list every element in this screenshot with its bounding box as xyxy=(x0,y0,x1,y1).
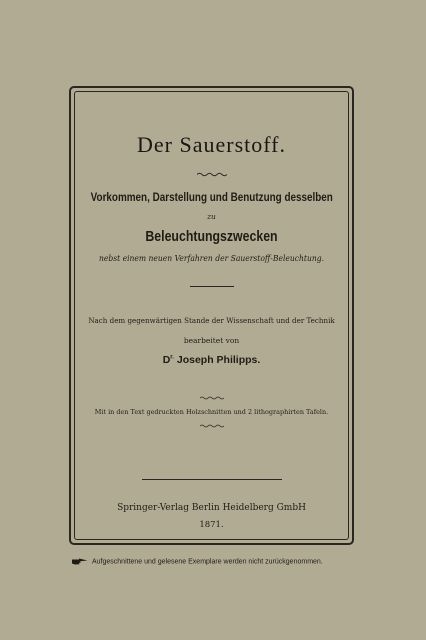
book-extra: nebst einem neuen Verfahren der Sauerstoff-Beleuchtung. xyxy=(98,254,325,263)
return-notice-text: Aufgeschnittene und gelesene Exemplare werden nicht zurückgenommen. xyxy=(92,558,323,566)
publisher: Springer-Verlag Berlin Heidelberg GmbH xyxy=(117,503,306,513)
author-prefix-sup: r. xyxy=(170,354,174,361)
edited-by: bearbeitet von xyxy=(183,336,240,345)
book-purpose: Beleuchtungszwecken xyxy=(145,229,278,245)
pointing-hand-icon xyxy=(72,558,88,565)
title-page-border xyxy=(69,86,354,545)
publisher-rule xyxy=(142,479,282,480)
book-title: Der Sauerstoff. xyxy=(137,132,286,157)
publication-year: 1871. xyxy=(199,520,224,530)
wavy-ornament-2 xyxy=(200,396,224,400)
connector-word: zu xyxy=(207,212,216,221)
title-page-content xyxy=(71,88,352,543)
author-prefix: D xyxy=(162,354,171,366)
wavy-ornament-1 xyxy=(197,172,227,177)
author-name: Joseph Philipps. xyxy=(176,354,261,366)
author xyxy=(71,354,352,366)
divider-rule xyxy=(190,286,234,287)
wavy-ornament-3 xyxy=(200,424,224,428)
return-notice xyxy=(72,558,392,565)
state-line: Nach dem gegenwärtigen Stande der Wissenschaft und der Technik xyxy=(88,316,335,325)
book-subtitle: Vorkommen, Darstellung und Benutzung desselben xyxy=(90,192,333,204)
illustrations-note: Mit in den Text gedruckten Holzschnitten und 2 lithographirten Tafeln. xyxy=(94,408,329,416)
